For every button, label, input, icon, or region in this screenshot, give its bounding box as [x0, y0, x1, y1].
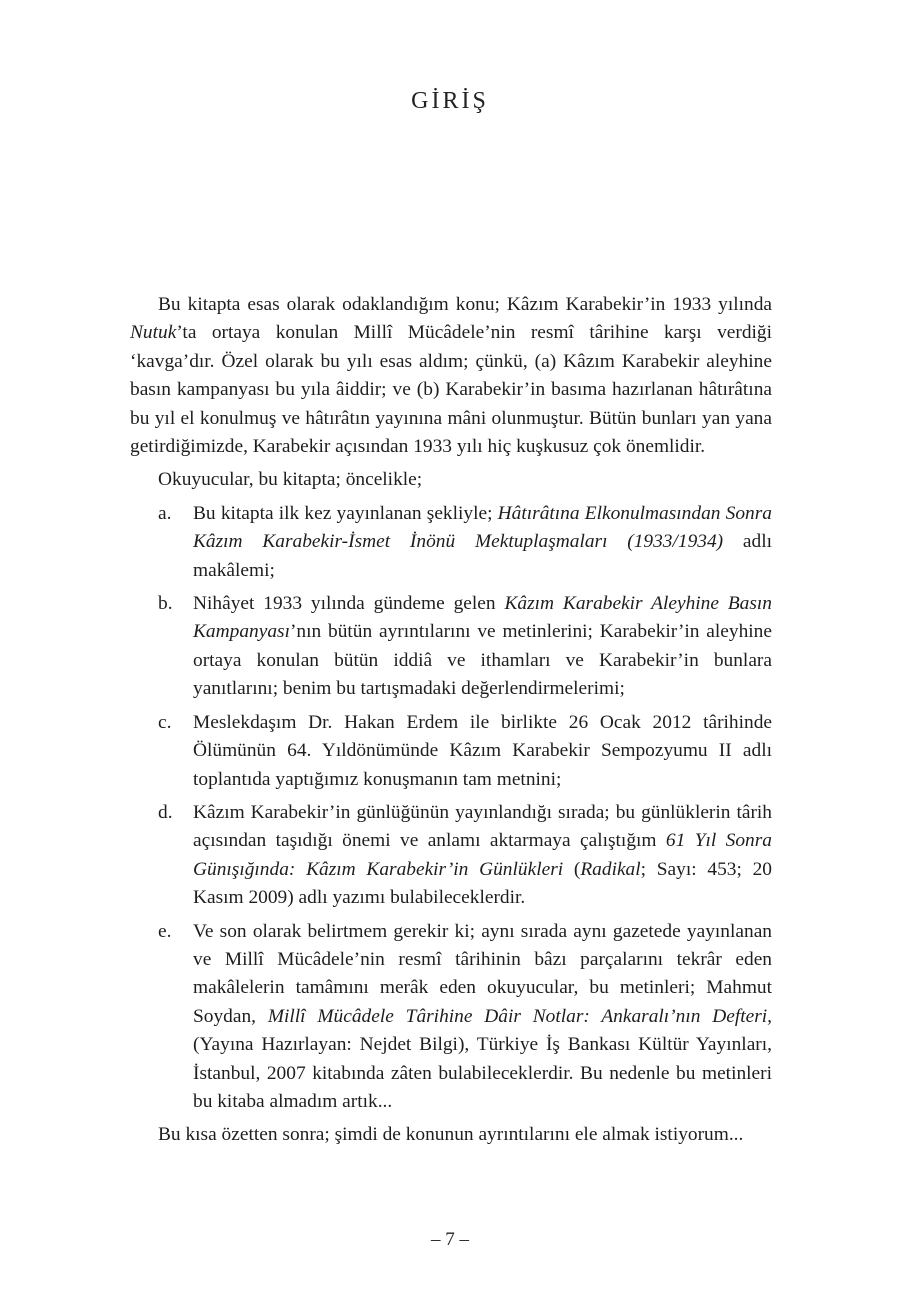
page-number: – 7 –: [431, 1229, 469, 1250]
body-text: [130, 291, 772, 1155]
list-marker: a.: [158, 502, 172, 524]
list-marker: e.: [158, 920, 172, 942]
chapter-title: GİRİŞ: [411, 88, 489, 114]
list-item: c. Meslekdaşım Dr. Hakan Erdem ile birlikte 26 Ocak 2012 târihinde Ölümünün 64. Yıldönümünde Kâzım Karabekir Sempozyumu II adlı toplantıda yaptığımız konuşmanın tam metnini;: [130, 709, 772, 794]
list-item: d. Kâzım Karabekir’in günlüğünün yayınlandığı sırada; bu günlüklerin târih açısından taşıdığı önemi ve anlamı aktarmaya çalıştığım 61 Yıl Sonra Günışığında: Kâzım Karabekir’in Günlükleri (Radikal; Sayı: 453; 20 Kasım 2009) adlı yazımı bulabileceklerdir.: [130, 799, 772, 913]
italic-title: Millî Mücâdele Târihine Dâir Notlar: Ankaralı’nın Defteri,: [267, 1005, 773, 1027]
italic-title: Nutuk: [130, 322, 177, 344]
italic-title: 61 Yıl Sonra Günışığında: Kâzım Karabekir’in Günlükleri: [193, 830, 772, 880]
list-item: a. Bu kitapta ilk kez yayınlanan şekliyle; Hâtırâtına Elkonulmasından Sonra Kâzım Karabekir-İsmet İnönü Mektuplaşmaları (1933/1934) adlı makâlemi;: [130, 500, 772, 585]
paragraph-readers: Okuyucular, bu kitapta; öncelikle;: [158, 469, 423, 491]
list-marker: d.: [158, 801, 173, 823]
italic-title: Radikal: [580, 858, 641, 880]
list-marker: b.: [158, 593, 173, 615]
content-list: [130, 500, 772, 1117]
list-marker: c.: [158, 711, 172, 733]
paragraph-intro: Bu kitapta esas olarak odaklandığım konu; Kâzım Karabekir’in 1933 yılında Nutuk’ta ortaya konulan Millî Mücâdele’nin resmî târihine karşı verdiği ‘kavga’dır. Özel olarak bu yılı esas aldım; çünkü, (a) Kâzım Karabekir aleyhine basın kampanyası bu yıla âiddir; ve (b) Karabekir’in basıma hazırlanan hâtırâtına bu yıl el konulmuş ve hâtırâtın yayınına mâni olunmuştur. Bütün bunları yan yana getirdiğimizde, Karabekir açısından 1933 yılı hiç kuşkusuz çok önemlidir.: [130, 294, 772, 458]
paragraph-closing: Bu kısa özetten sonra; şimdi de konunun ayrıntılarını ele almak istiyorum...: [158, 1124, 744, 1146]
italic-title: Hâtırâtına Elkonulmasından Sonra Kâzım Karabekir-İsmet İnönü Mektuplaşmaları (1933/1934): [193, 502, 772, 553]
list-item: b. Nihâyet 1933 yılında gündeme gelen Kâzım Karabekir Aleyhine Basın Kampanyası’nın bütün ayrıntılarını ve metinlerini; Karabekir’in aleyhine ortaya konulan bütün iddiâ ve ithamları ve Karabekir’in bunlara yanıtlarını; benim bu tartışmadaki değerlendirmelerimi;: [130, 590, 772, 704]
list-item: e. Ve son olarak belirtmem gerekir ki; aynı sırada aynı gazetede yayınlanan ve Millî Mücâdele’nin resmî târihinin bâzı parçalarını tekrâr eden makâlelerin tamâmını merâk eden okuyucular, bu metinleri; Mahmut Soydan, Millî Mücâdele Târihine Dâir Notlar: Ankaralı’nın Defteri, (Yayına Hazırlayan: Nejdet Bilgi), Türkiye İş Bankası Kültür Yayınları, İstanbul, 2007 kitabında zâten bulabileceklerdir. Bu nedenle bu metinleri bu kitaba almadım artık...: [130, 918, 772, 1117]
italic-title: Kâzım Karabekir Aleyhine Basın Kampanyası: [193, 593, 772, 643]
